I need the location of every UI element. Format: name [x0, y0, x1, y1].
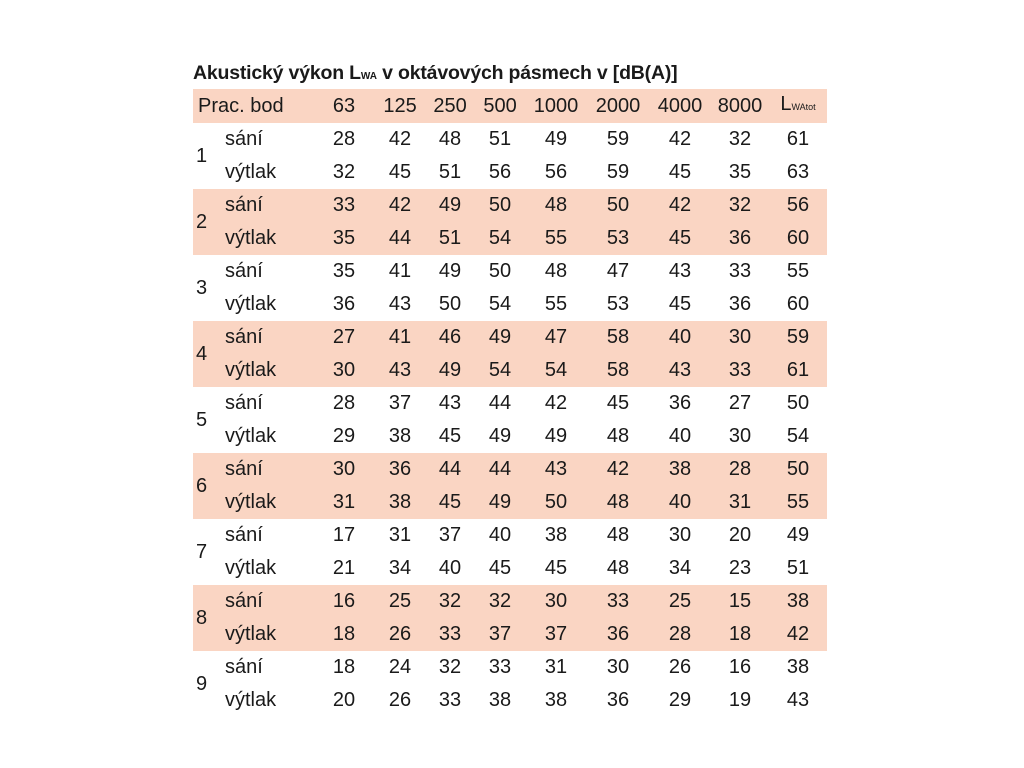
band-value-cell: 56: [544, 161, 568, 183]
title-suffix: v oktávových pásmech v [dB(A)]: [376, 62, 678, 84]
band-value-cell: 36: [711, 222, 769, 255]
header-total: [769, 89, 827, 123]
row-label-inlet: sání: [225, 128, 263, 150]
title-prefix: Akustický výkon L: [193, 62, 361, 84]
band-value-cell: 45: [606, 392, 630, 414]
band-value-cell: 50: [438, 293, 462, 315]
total-value-cell: 60: [769, 222, 827, 255]
band-value-cell: 40: [488, 524, 512, 546]
total-value-cell: 54: [786, 425, 810, 447]
operating-point-number: 1: [196, 144, 208, 167]
band-value-cell: 45: [649, 222, 711, 255]
table-row: [193, 321, 827, 354]
band-value-cell: 49: [488, 425, 512, 447]
band-value-cell: 45: [488, 557, 512, 579]
table-row: [193, 684, 827, 717]
operating-point-number: 6: [193, 453, 225, 519]
table-row: [193, 552, 827, 585]
operating-point-number: 3: [196, 276, 208, 299]
band-value-cell: 56: [488, 161, 512, 183]
header-total-subscript: WAtot: [791, 102, 816, 112]
row-label-inlet: sání: [225, 321, 313, 354]
band-value-cell: 54: [475, 354, 525, 387]
table-row: [193, 255, 827, 288]
band-value-cell: 45: [388, 161, 412, 183]
band-value-cell: 43: [668, 260, 692, 282]
band-value-cell: 53: [606, 293, 630, 315]
band-value-cell: 48: [438, 128, 462, 150]
total-value-cell: 51: [786, 557, 810, 579]
band-value-cell: 55: [544, 293, 568, 315]
band-value-cell: 54: [488, 293, 512, 315]
band-value-cell: 32: [438, 656, 462, 678]
band-value-cell: 43: [525, 453, 587, 486]
band-value-cell: 16: [728, 656, 752, 678]
acoustic-power-table-block: [193, 57, 827, 717]
band-value-cell: 40: [668, 425, 692, 447]
band-value-cell: 48: [587, 486, 649, 519]
band-value-cell: 51: [488, 128, 512, 150]
band-value-cell: 42: [668, 128, 692, 150]
band-value-cell: 33: [711, 354, 769, 387]
band-value-cell: 38: [544, 689, 568, 711]
band-value-cell: 43: [438, 392, 462, 414]
row-label-inlet: sání: [225, 260, 263, 282]
band-value-cell: 58: [587, 321, 649, 354]
row-label-outlet: výtlak: [225, 486, 313, 519]
band-value-cell: 44: [488, 392, 512, 414]
total-value-cell: 59: [769, 321, 827, 354]
total-value-cell: 60: [786, 293, 810, 315]
band-value-cell: 27: [728, 392, 752, 414]
band-value-cell: 25: [375, 585, 425, 618]
table-row: [193, 453, 827, 486]
band-value-cell: 45: [668, 293, 692, 315]
band-value-cell: 33: [425, 618, 475, 651]
band-value-cell: 30: [668, 524, 692, 546]
header-row: [193, 89, 827, 123]
total-value-cell: 61: [786, 128, 810, 150]
band-value-cell: 40: [649, 486, 711, 519]
band-value-cell: 23: [728, 557, 752, 579]
band-value-cell: 38: [388, 425, 412, 447]
band-value-cell: 21: [332, 557, 356, 579]
band-value-cell: 31: [711, 486, 769, 519]
band-value-cell: 38: [375, 486, 425, 519]
band-value-cell: 36: [728, 293, 752, 315]
table-row: [193, 387, 827, 420]
band-value-cell: 46: [425, 321, 475, 354]
operating-point-number: 2: [193, 189, 225, 255]
band-value-cell: 50: [587, 189, 649, 222]
band-value-cell: 32: [475, 585, 525, 618]
header-band: 8000: [711, 89, 769, 123]
band-value-cell: 54: [525, 354, 587, 387]
band-value-cell: 31: [544, 656, 568, 678]
band-value-cell: 35: [332, 260, 356, 282]
band-value-cell: 43: [649, 354, 711, 387]
band-value-cell: 36: [606, 689, 630, 711]
row-label-outlet: výtlak: [225, 161, 277, 183]
total-value-cell: 38: [786, 656, 810, 678]
band-value-cell: 20: [332, 689, 356, 711]
table-row: [193, 123, 827, 156]
band-value-cell: 55: [525, 222, 587, 255]
total-value-cell: 43: [786, 689, 810, 711]
total-value-cell: 50: [769, 453, 827, 486]
band-value-cell: 26: [375, 618, 425, 651]
header-band: 4000: [649, 89, 711, 123]
band-value-cell: 42: [375, 189, 425, 222]
band-value-cell: 53: [587, 222, 649, 255]
band-value-cell: 30: [606, 656, 630, 678]
band-value-cell: 49: [475, 486, 525, 519]
row-label-inlet: sání: [225, 585, 313, 618]
band-value-cell: 29: [332, 425, 356, 447]
band-value-cell: 25: [649, 585, 711, 618]
band-value-cell: 31: [388, 524, 412, 546]
band-value-cell: 51: [425, 222, 475, 255]
band-value-cell: 26: [388, 689, 412, 711]
band-value-cell: 48: [544, 260, 568, 282]
title-subscript: WA: [360, 71, 377, 82]
band-value-cell: 48: [606, 425, 630, 447]
total-value-cell: 38: [769, 585, 827, 618]
band-value-cell: 30: [728, 425, 752, 447]
band-value-cell: 36: [587, 618, 649, 651]
band-value-cell: 48: [606, 524, 630, 546]
operating-point-number: 7: [196, 540, 208, 563]
band-value-cell: 37: [525, 618, 587, 651]
row-label-outlet: výtlak: [225, 689, 277, 711]
band-value-cell: 48: [525, 189, 587, 222]
band-value-cell: 35: [313, 222, 375, 255]
row-label-outlet: výtlak: [225, 618, 313, 651]
band-value-cell: 49: [438, 260, 462, 282]
band-value-cell: 43: [388, 293, 412, 315]
band-value-cell: 38: [488, 689, 512, 711]
band-value-cell: 19: [728, 689, 752, 711]
band-value-cell: 43: [375, 354, 425, 387]
band-value-cell: 50: [488, 260, 512, 282]
band-value-cell: 33: [313, 189, 375, 222]
band-value-cell: 31: [313, 486, 375, 519]
band-value-cell: 59: [606, 128, 630, 150]
band-value-cell: 18: [711, 618, 769, 651]
table-row: [193, 420, 827, 453]
band-value-cell: 49: [544, 128, 568, 150]
band-value-cell: 32: [728, 128, 752, 150]
band-value-cell: 47: [525, 321, 587, 354]
table-row: [193, 288, 827, 321]
band-value-cell: 49: [475, 321, 525, 354]
total-value-cell: 50: [786, 392, 810, 414]
header-band: 125: [375, 89, 425, 123]
total-value-cell: 55: [786, 260, 810, 282]
table-row: [193, 585, 827, 618]
band-value-cell: 32: [332, 161, 356, 183]
header-total-prefix: L: [780, 93, 792, 115]
table-row: [193, 486, 827, 519]
row-label-outlet: výtlak: [225, 293, 277, 315]
band-value-cell: 37: [438, 524, 462, 546]
row-label-outlet: výtlak: [225, 354, 313, 387]
table-title: [193, 57, 827, 89]
band-value-cell: 30: [525, 585, 587, 618]
table-row: [193, 222, 827, 255]
total-value-cell: 49: [786, 524, 810, 546]
band-value-cell: 45: [438, 425, 462, 447]
row-label-inlet: sání: [225, 453, 313, 486]
band-value-cell: 49: [425, 354, 475, 387]
band-value-cell: 29: [668, 689, 692, 711]
band-value-cell: 51: [438, 161, 462, 183]
band-value-cell: 36: [668, 392, 692, 414]
header-band: 63: [313, 89, 375, 123]
header-band: 2000: [587, 89, 649, 123]
band-value-cell: 37: [388, 392, 412, 414]
band-value-cell: 50: [475, 189, 525, 222]
table-row: [193, 189, 827, 222]
row-label-outlet: výtlak: [225, 222, 313, 255]
band-value-cell: 34: [388, 557, 412, 579]
total-value-cell: 55: [769, 486, 827, 519]
operating-point-number: 4: [193, 321, 225, 387]
acoustic-power-table: [193, 89, 827, 717]
total-value-cell: 42: [769, 618, 827, 651]
band-value-cell: 45: [668, 161, 692, 183]
band-value-cell: 33: [438, 689, 462, 711]
band-value-cell: 42: [649, 189, 711, 222]
band-value-cell: 47: [606, 260, 630, 282]
total-value-cell: 63: [786, 161, 810, 183]
band-value-cell: 44: [425, 453, 475, 486]
band-value-cell: 36: [332, 293, 356, 315]
band-value-cell: 42: [544, 392, 568, 414]
table-row: [193, 354, 827, 387]
table-row: [193, 519, 827, 552]
band-value-cell: 44: [375, 222, 425, 255]
band-value-cell: 20: [728, 524, 752, 546]
band-value-cell: 33: [587, 585, 649, 618]
band-value-cell: 45: [425, 486, 475, 519]
band-value-cell: 30: [711, 321, 769, 354]
operating-point-number: 9: [196, 672, 208, 695]
band-value-cell: 48: [606, 557, 630, 579]
row-label-inlet: sání: [225, 392, 263, 414]
band-value-cell: 49: [544, 425, 568, 447]
total-value-cell: 61: [769, 354, 827, 387]
table-row: [193, 651, 827, 684]
band-value-cell: 34: [668, 557, 692, 579]
header-band: 1000: [525, 89, 587, 123]
band-value-cell: 17: [332, 524, 356, 546]
band-value-cell: 24: [388, 656, 412, 678]
band-value-cell: 40: [438, 557, 462, 579]
band-value-cell: 16: [313, 585, 375, 618]
band-value-cell: 38: [544, 524, 568, 546]
header-operating-point: Prac. bod: [193, 89, 313, 123]
total-value-cell: 56: [769, 189, 827, 222]
band-value-cell: 35: [728, 161, 752, 183]
band-value-cell: 42: [587, 453, 649, 486]
band-value-cell: 50: [525, 486, 587, 519]
band-value-cell: 26: [668, 656, 692, 678]
band-value-cell: 59: [606, 161, 630, 183]
band-value-cell: 37: [475, 618, 525, 651]
band-value-cell: 28: [649, 618, 711, 651]
row-label-inlet: sání: [225, 524, 263, 546]
table-body: [193, 123, 827, 717]
band-value-cell: 30: [313, 453, 375, 486]
band-value-cell: 30: [313, 354, 375, 387]
row-label-inlet: sání: [225, 656, 263, 678]
band-value-cell: 42: [388, 128, 412, 150]
band-value-cell: 36: [375, 453, 425, 486]
operating-point-number: 5: [196, 408, 208, 431]
band-value-cell: 27: [313, 321, 375, 354]
band-value-cell: 49: [425, 189, 475, 222]
band-value-cell: 40: [649, 321, 711, 354]
header-band: 250: [425, 89, 475, 123]
band-value-cell: 28: [332, 128, 356, 150]
band-value-cell: 38: [649, 453, 711, 486]
operating-point-number: 8: [193, 585, 225, 651]
band-value-cell: 32: [425, 585, 475, 618]
row-label-inlet: sání: [225, 189, 313, 222]
table-row: [193, 156, 827, 189]
band-value-cell: 44: [475, 453, 525, 486]
header-band: 500: [475, 89, 525, 123]
row-label-outlet: výtlak: [225, 425, 277, 447]
band-value-cell: 41: [375, 321, 425, 354]
band-value-cell: 18: [313, 618, 375, 651]
band-value-cell: 28: [711, 453, 769, 486]
band-value-cell: 58: [587, 354, 649, 387]
band-value-cell: 33: [488, 656, 512, 678]
band-value-cell: 18: [332, 656, 356, 678]
band-value-cell: 28: [332, 392, 356, 414]
table-row: [193, 618, 827, 651]
band-value-cell: 32: [711, 189, 769, 222]
band-value-cell: 33: [728, 260, 752, 282]
row-label-outlet: výtlak: [225, 557, 277, 579]
band-value-cell: 41: [388, 260, 412, 282]
band-value-cell: 15: [711, 585, 769, 618]
band-value-cell: 54: [475, 222, 525, 255]
band-value-cell: 45: [544, 557, 568, 579]
